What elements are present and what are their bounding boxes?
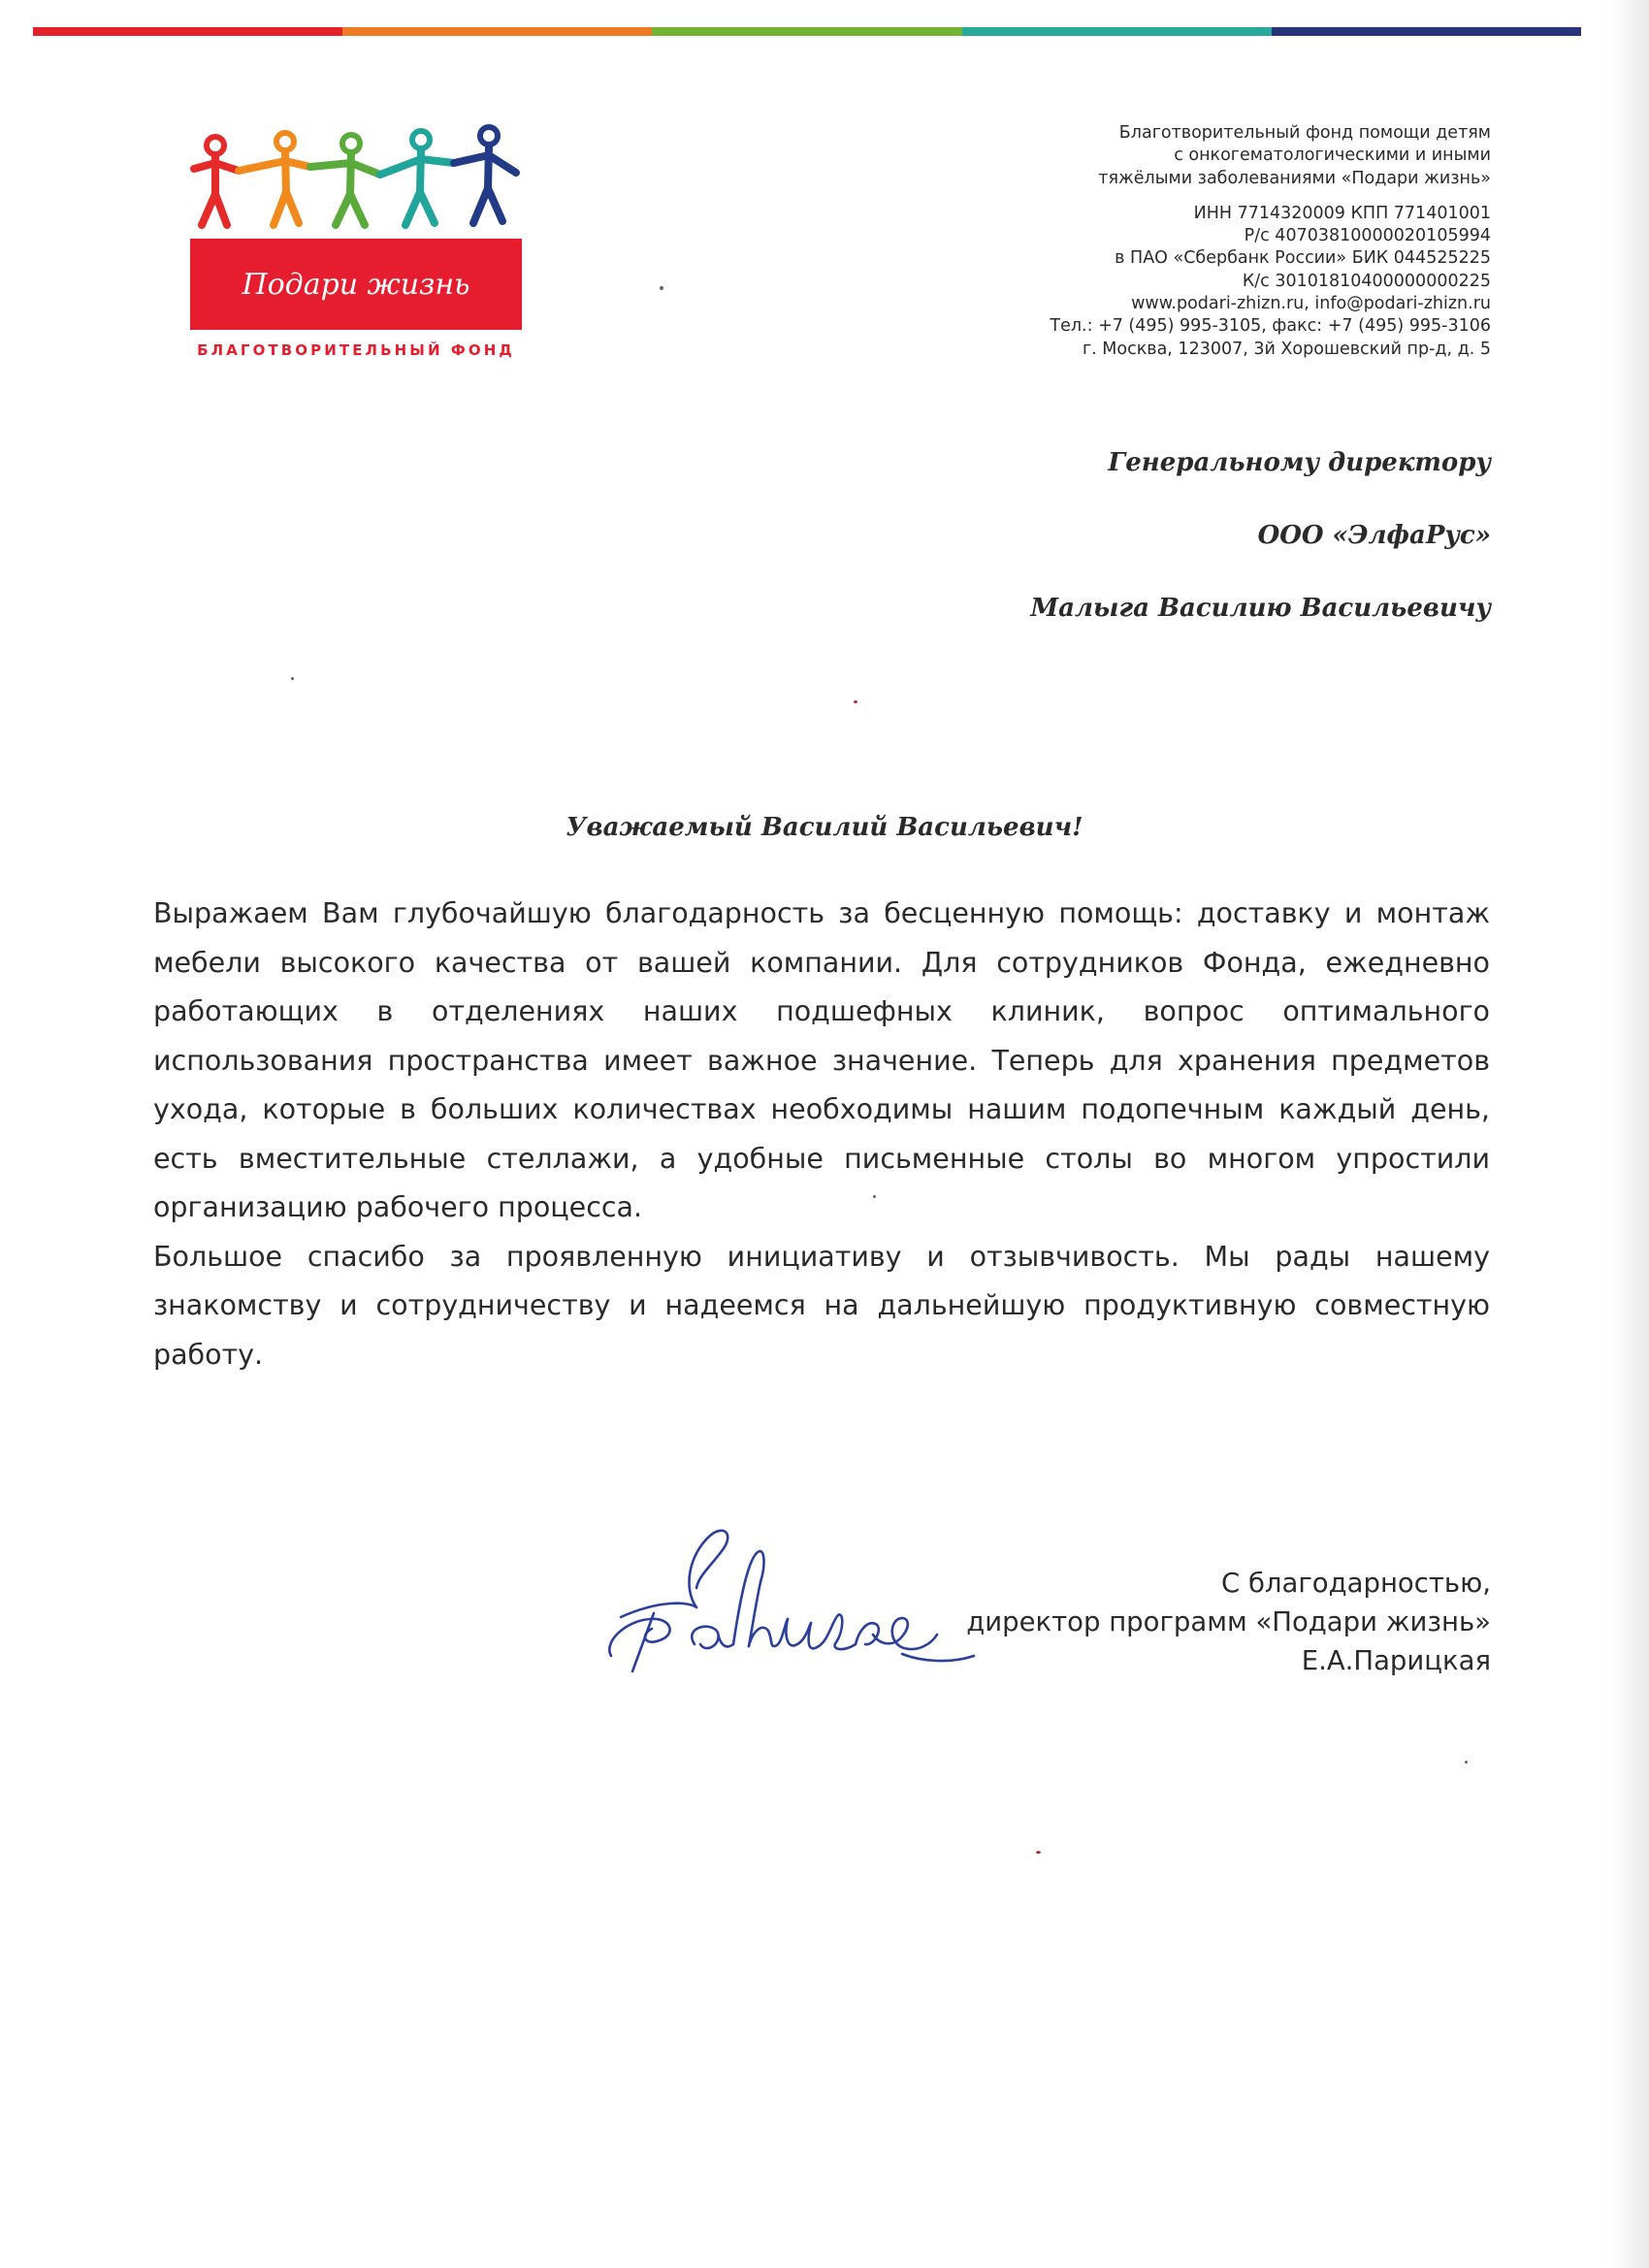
- organization-details: [948, 122, 1491, 361]
- scan-speck: [291, 677, 294, 680]
- header-color-bar: [33, 27, 1581, 36]
- letter-paragraph: Выражаем Вам глубочайшую благодарность за бесценную помощь: доставку и монтаж мебели высокого качества от вашей компании. Для сотрудников Фонда, ежедневно работающих в отделениях наших подшефных клиник, вопрос оптимального использования пространства имеет важное значение. Теперь для хранения предметов ухода, которые в больших количествах необходимы нашим подопечным каждый день, есть вместительные стеллажи, а удобные письменные столы во многом упростили организацию рабочего процесса.: [153, 897, 1490, 1223]
- color-bar-segment-orange: [342, 27, 652, 36]
- org-bank-line: в ПАО «Сбербанк России» БИК 044525225: [1115, 248, 1491, 269]
- color-bar-segment-navy: [1272, 27, 1581, 36]
- addressee-company: ООО «ЭлфаРус»: [1257, 521, 1491, 550]
- org-bank-line: Р/с 40703810000020105994: [1244, 226, 1491, 246]
- scan-speck: [660, 286, 663, 290]
- child-figure-teal: [380, 131, 454, 225]
- scan-speck: [1036, 1851, 1041, 1854]
- closing-line: С благодарностью,: [1221, 1568, 1491, 1599]
- org-name-line: тяжёлыми заболеваниями «Подари жизнь»: [1098, 168, 1491, 188]
- scan-speck: [873, 1195, 876, 1198]
- org-contact-line: www.podari-zhizn.ru, info@podari-zhizn.ru: [1131, 294, 1491, 314]
- closing-block: [812, 1564, 1491, 1680]
- addressee-position: Генеральному директору: [1108, 448, 1491, 477]
- closing-signer-name: Е.А.Парицкая: [1301, 1645, 1491, 1676]
- child-figure-orange: [239, 133, 310, 225]
- scan-speck: [854, 700, 857, 703]
- logo-caption: БЛАГОТВОРИТЕЛЬНЫЙ ФОНД: [197, 341, 515, 359]
- child-figure-navy: [454, 127, 516, 223]
- org-name-line: с онкогематологическими и иными: [1174, 146, 1491, 166]
- org-name-line: Благотворительный фонд помощи детям: [1118, 123, 1491, 143]
- color-bar-segment-red: [33, 27, 342, 36]
- org-bank-line: ИНН 7714320009 КПП 771401001: [1193, 203, 1491, 223]
- children-figures-icon: [190, 124, 522, 231]
- color-bar-segment-green: [652, 27, 961, 36]
- closing-signer-title: директор программ «Подари жизнь»: [966, 1606, 1491, 1637]
- child-figure-green: [310, 135, 380, 225]
- scan-speck: [1465, 1761, 1468, 1764]
- org-contact-line: Тел.: +7 (495) 995-3105, факс: +7 (495) 995-3106: [1050, 316, 1491, 337]
- child-figure-red: [194, 137, 239, 225]
- addressee-name: Малыга Василию Васильевичу: [1030, 594, 1491, 623]
- letter-greeting: Уважаемый Василий Васильевич!: [566, 813, 1083, 842]
- org-bank-line: К/с 30101810400000000225: [1242, 271, 1491, 291]
- foundation-logo: [190, 124, 522, 365]
- org-contact-line: г. Москва, 123007, 3й Хорошевский пр-д, д. 5: [1082, 339, 1491, 359]
- letter-body: [153, 890, 1490, 1379]
- letter-paragraph: Большое спасибо за проявленную инициативу и отзывчивость. Мы рады нашему знакомству и сотрудничеству и надеемся на дальнейшую продуктивную совместную работу.: [153, 1240, 1490, 1371]
- addressee-block: [812, 448, 1491, 666]
- color-bar-segment-teal: [962, 27, 1272, 36]
- logo-script-text: Подари жизнь: [242, 268, 470, 302]
- scan-edge-shadow: [1610, 0, 1649, 2268]
